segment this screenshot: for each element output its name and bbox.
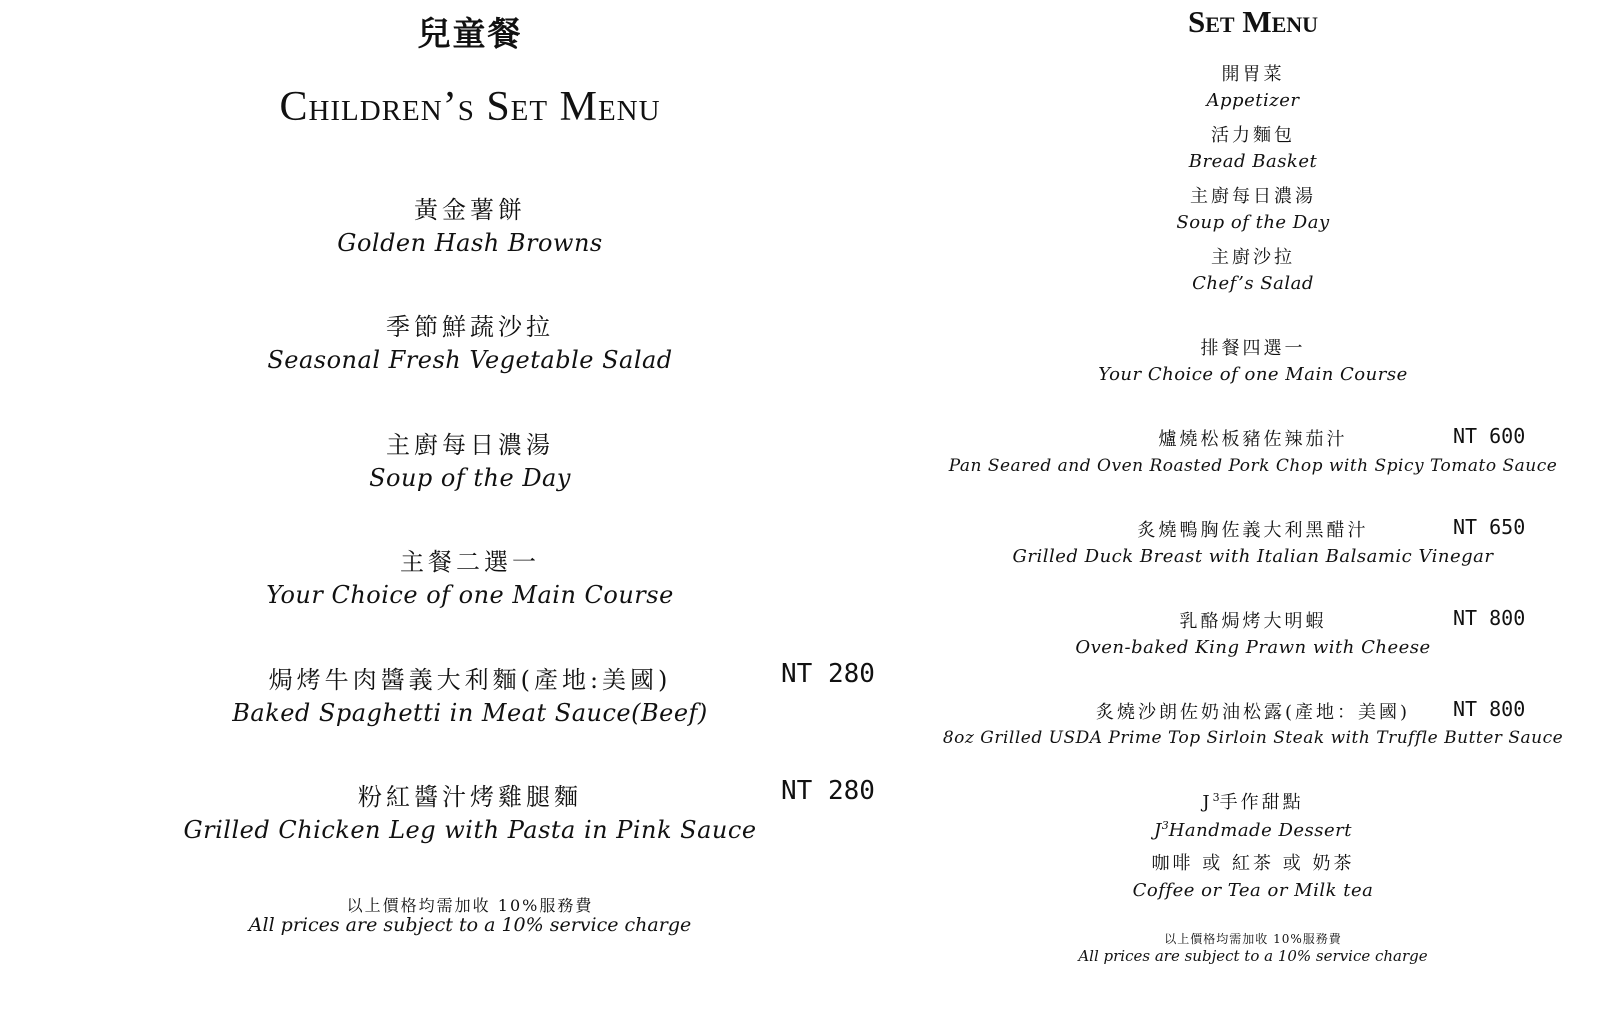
dessert-zh (1202, 788, 1303, 814)
item-hash-browns-zh: 黃金薯餅 (414, 196, 526, 224)
service-charge-note-en: All prices are subject to a 10% service charge (1078, 947, 1428, 965)
main-duck-zh: 炙燒鴨胸佐義大利黑醋汁 (1137, 520, 1369, 541)
main-prawn-zh: 乳酪焗烤大明蝦 (1179, 611, 1327, 632)
drinks-zh: 咖啡 或 紅茶 或 奶茶 (1151, 853, 1355, 874)
main-steak-price: NT 800 (1453, 697, 1526, 721)
item-salad-zh: 季節鮮蔬沙拉 (386, 313, 554, 341)
main-chicken-price: NT 280 (781, 776, 875, 806)
main-prawn-en: Oven-baked King Prawn with Cheese (1075, 637, 1431, 658)
main-pork-en: Pan Seared and Oven Roasted Pork Chop with Spicy Tomato Sauce (948, 456, 1558, 476)
course-appetizer-en: Appetizer (1206, 90, 1300, 111)
set-menu-title: Set Menu (1187, 4, 1319, 39)
main-steak-en: 8oz Grilled USDA Prime Top Sirloin Steak with Truffle Butter Sauce (942, 728, 1564, 748)
main-duck-price: NT 650 (1453, 515, 1526, 539)
item-soup-en: Soup of the Day (369, 464, 571, 492)
item-soup-zh: 主廚每日濃湯 (386, 431, 554, 459)
main-choice-zh: 主餐二選一 (400, 548, 540, 576)
set-menu-page (940, 0, 1600, 1016)
course-salad-en: Chef’s Salad (1192, 273, 1314, 294)
main-spaghetti-en: Baked Spaghetti in Meat Sauce(Beef) (232, 699, 708, 727)
dessert-brand: J (1202, 792, 1213, 813)
course-bread-en: Bread Basket (1188, 151, 1318, 172)
main-spaghetti-price: NT 280 (781, 659, 875, 689)
main-duck-en: Grilled Duck Breast with Italian Balsamic Vinegar (1012, 546, 1494, 567)
dessert-zh-label: 手作甜點 (1219, 792, 1304, 813)
service-charge-note-en: All prices are subject to a 10% service charge (248, 914, 692, 936)
course-soup-zh: 主廚每日濃湯 (1190, 186, 1316, 207)
dessert-en-brand: J (1153, 820, 1162, 841)
item-salad-en: Seasonal Fresh Vegetable Salad (267, 346, 673, 374)
main-chicken-zh: 粉紅醬汁烤雞腿麵 (358, 783, 582, 811)
main-choice-en: Your Choice of one Main Course (266, 581, 674, 609)
course-appetizer-zh: 開胃菜 (1221, 64, 1285, 85)
main-choice-zh: 排餐四選一 (1200, 338, 1306, 359)
main-prawn-price: NT 800 (1453, 606, 1526, 630)
service-charge-note-zh: 以上價格均需加收 10%服務費 (346, 896, 594, 915)
course-bread-zh: 活力麵包 (1211, 125, 1295, 146)
main-pork-zh: 爐燒松板豬佐辣茄汁 (1158, 429, 1348, 450)
dessert-en (1154, 819, 1352, 841)
service-charge-note-zh: 以上價格均需加收 10%服務費 (1164, 932, 1342, 946)
item-hash-browns-en: Golden Hash Browns (337, 229, 603, 257)
main-choice-en: Your Choice of one Main Course (1098, 364, 1408, 385)
children-menu-title-en: Children’s Set Menu (279, 84, 661, 130)
drinks-en: Coffee or Tea or Milk tea (1132, 880, 1374, 901)
main-spaghetti-zh: 焗烤牛肉醬義大利麵(產地:美國) (268, 666, 672, 694)
dessert-brand-sup: 3 (1212, 791, 1220, 804)
dessert-en-brand-sup: 3 (1161, 819, 1169, 832)
children-menu-title-zh: 兒童餐 (417, 14, 523, 53)
main-chicken-en: Grilled Chicken Leg with Pasta in Pink Sauce (183, 816, 757, 844)
dessert-en-label: Handmade Dessert (1168, 820, 1353, 841)
main-pork-price: NT 600 (1453, 424, 1526, 448)
course-salad-zh: 主廚沙拉 (1211, 247, 1295, 268)
main-steak-zh: 炙燒沙朗佐奶油松露(產地：美國) (1095, 702, 1411, 723)
course-soup-en: Soup of the Day (1176, 212, 1330, 233)
